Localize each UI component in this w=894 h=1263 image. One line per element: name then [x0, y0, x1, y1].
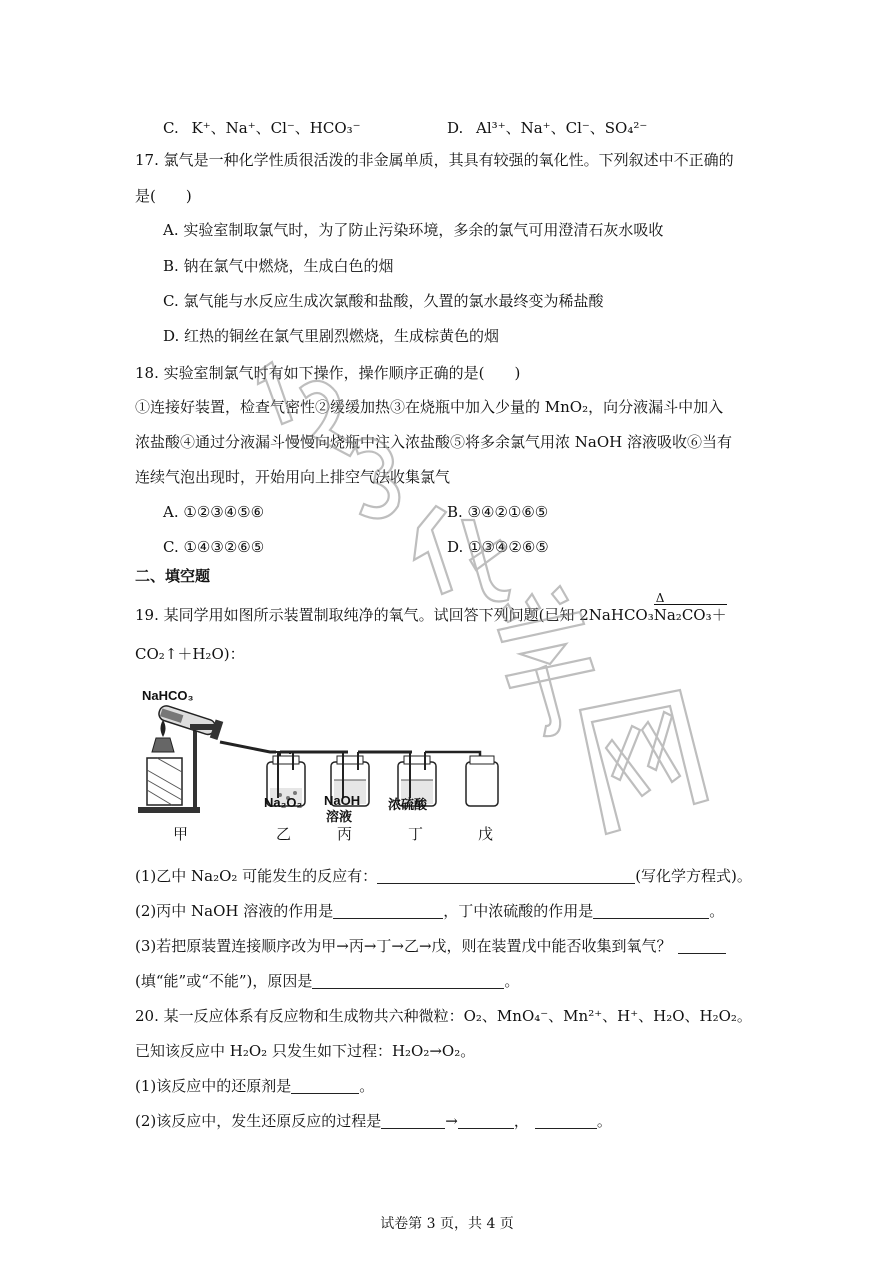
q20-part2	[135, 1111, 612, 1131]
burner-block	[147, 758, 182, 805]
q17-option-c: C. 氯气能与水反应生成次氯酸和盐酸，久置的氯水最终变为稀盐酸	[163, 292, 604, 310]
q20-part1-text: (1)该反应中的还原剂是	[135, 1077, 292, 1095]
q19-part3-hint: (填“能”或“不能”)，原因是	[135, 972, 313, 990]
q17-option-b: B. 钠在氯气中燃烧，生成白色的烟	[163, 257, 394, 275]
answer-blank[interactable]	[593, 902, 709, 919]
q19-part1-suffix: (写化学方程式)。	[635, 867, 752, 885]
heat-symbol: Δ	[655, 591, 665, 605]
test-tube	[157, 702, 224, 740]
q17-option-d: D. 红热的铜丝在氯气里剧烈燃烧，生成棕黄色的烟	[163, 327, 500, 345]
answer-blank[interactable]	[333, 902, 443, 919]
q19-product-text: Na₂CO₃＋	[653, 606, 727, 624]
comma: ，	[513, 1112, 529, 1130]
q20-stem-line2: 已知该反应中 H₂O₂ 只发生如下过程：H₂O₂→O₂。	[135, 1042, 476, 1060]
q19-stem-line2: CO₂↑＋H₂O)：	[135, 645, 245, 663]
q19-part2	[135, 901, 724, 921]
section-heading: 二、填空题	[135, 567, 211, 585]
q18-steps-line2: 浓盐酸④通过分液漏斗慢慢向烧瓶中注入浓盐酸⑤将多余氯气用浓 NaOH 溶液吸收⑥当有	[135, 433, 732, 451]
option-letter: C.	[163, 119, 179, 137]
bottle-label-na2o2: Na₂O₂	[264, 795, 303, 810]
q18-option-a: A. ①②③④⑤⑥	[163, 503, 265, 521]
q18-option-b: B. ③④②①⑥⑤	[447, 503, 549, 521]
q19-part3-text: (3)若把原装置连接顺序改为甲→丙→丁→乙→戊，则在装置戊中能否收集到氧气？	[135, 937, 672, 955]
option-text: Al³⁺、Na⁺、Cl⁻、SO₄²⁻	[476, 119, 648, 137]
q18-stem: 18. 实验室制氯气时有如下操作，操作顺序正确的是( )	[135, 364, 521, 382]
answer-blank[interactable]	[678, 937, 726, 954]
q17-stem-line2: 是( )	[135, 187, 192, 205]
answer-blank[interactable]	[381, 1112, 445, 1129]
q19-stem-text: 19. 某同学用如图所示装置制取纯净的氧气。试回答下列问题(已知 2NaHCO₃	[135, 606, 654, 624]
q19-part2-end: 。	[709, 902, 725, 920]
q19-part3-line1	[135, 936, 726, 956]
reagent-label: NaHCO₃	[142, 688, 194, 703]
q20-part2-end: 。	[596, 1112, 612, 1130]
bottle-label-solution: 溶液	[326, 809, 353, 824]
q17-option-a: A. 实验室制取氯气时，为了防止污染环境，多余的氯气可用澄清石灰水吸收	[163, 221, 664, 239]
q16-option-c	[163, 118, 361, 138]
q20-stem-line1: 20. 某一反应体系有反应物和生成物共六种微粒：O₂、MnO₄⁻、Mn²⁺、H⁺、H₂O、H₂O₂。	[135, 1007, 752, 1025]
q18-steps-line1: ①连接好装置，检查气密性②缓缓加热③在烧瓶中加入少量的 MnO₂，向分液漏斗中加入	[135, 398, 724, 416]
alcohol-lamp	[152, 738, 174, 752]
caption-bing: 丙	[337, 825, 353, 843]
q18-option-d: D. ①③④②⑥⑤	[447, 538, 549, 556]
answer-blank[interactable]	[291, 1077, 359, 1094]
arrow-symbol: →	[445, 1112, 458, 1130]
q18-steps-line3: 连续气泡出现时，开始用向上排空气法收集氯气	[135, 468, 451, 486]
reaction-arrow	[653, 591, 727, 625]
answer-blank[interactable]	[377, 867, 635, 884]
caption-ding: 丁	[408, 825, 424, 843]
delivery-tube	[220, 742, 276, 752]
q17-stem-line1: 17. 氯气是一种化学性质很活泼的非金属单质，其具有较强的氧化性。下列叙述中不正确的	[135, 151, 734, 169]
caption-wu: 戊	[478, 825, 494, 843]
bottle-label-h2so4: 浓硫酸	[388, 797, 428, 812]
q19-part1-text: (1)乙中 Na₂O₂ 可能发生的反应有：	[135, 867, 378, 885]
page-footer: 试卷第 3 页，共 4 页	[380, 1216, 514, 1232]
q19-stem-line1	[135, 591, 727, 625]
answer-blank[interactable]	[312, 972, 504, 989]
option-text: K⁺、Na⁺、Cl⁻、HCO₃⁻	[191, 119, 361, 137]
bottle-label-naoh: NaOH	[324, 793, 361, 808]
q20-part2-text: (2)该反应中，发生还原反应的过程是	[135, 1112, 382, 1130]
q19-part3-end: 。	[504, 972, 520, 990]
caption-yi: 乙	[276, 825, 292, 843]
caption-jia: 甲	[173, 825, 189, 843]
q19-part2-text: (2)丙中 NaOH 溶液的作用是	[135, 902, 334, 920]
q19-part1	[135, 866, 752, 886]
q20-part1-end: 。	[359, 1077, 375, 1095]
stand-base	[138, 807, 200, 813]
q19-part2-mid: ，丁中浓硫酸的作用是	[443, 902, 594, 920]
flame-icon	[161, 720, 166, 737]
q18-option-c: C. ①④③②⑥⑤	[163, 538, 265, 556]
answer-blank[interactable]	[458, 1112, 514, 1129]
clamp	[190, 724, 218, 730]
bottle-wu	[466, 756, 498, 806]
q19-part3-line2	[135, 971, 519, 991]
answer-blank[interactable]	[535, 1112, 597, 1129]
option-letter: D.	[447, 119, 464, 137]
q16-option-d	[447, 118, 647, 138]
q20-part1	[135, 1076, 374, 1096]
